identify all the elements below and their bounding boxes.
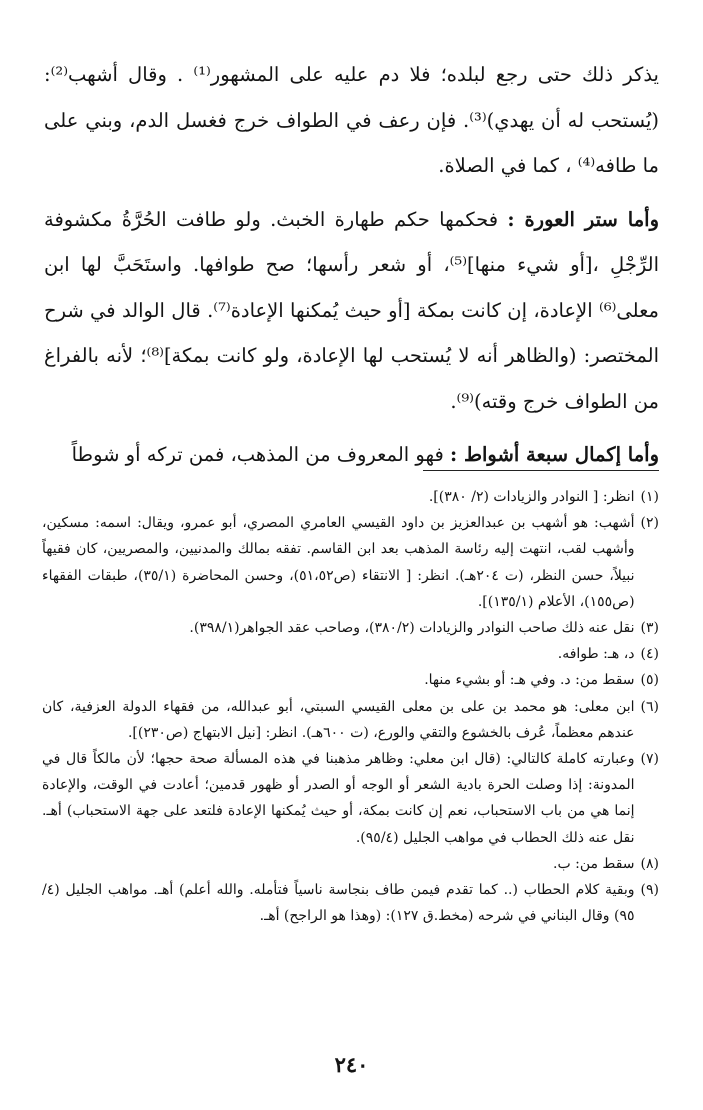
footnote — [42, 484, 659, 510]
footnote-text: وعبارته كاملة كالتالي: (قال ابن معلي: وظاهر مذهبنا في هذه المسألة صحة حجها؛ لأن مالكاً قال في المدونة: إذا وصلت الحرة بادية الشعر أو الوجه أو الصدر أو ظهور قدمين؛ أعادت في الوقت، والإعادة إنما هي من باب الاستحباب، نعم إن كانت بمكة، أو حيث يُمكنها الإعادة فلتعد على جهة الاستحباب) أهـ. نقل عنه ذلك الحطاب في مواهب الجليل (٩٥/٤). — [42, 751, 635, 846]
footnote-text: وبقية كلام الحطاب (.. كما تقدم فيمن طاف بنجاسة ناسياً فتأمله. والله أعلم) أهـ. مواهب الجليل (٤/ ٩٥) وقال البناني في شرحه (مخط.ق ١٢٧): (وهذا هو الراجح) أهـ. — [42, 882, 635, 925]
footnote-text: ابن معلى: هو محمد بن على بن معلى القيسي السبتي، أبو عبدالله، من فقهاء الدولة العزفية، كان عندهم معظماً، عُرف بالخشوع والتقي والورع، (ت ٦٠٠هـ). انظر: [نيل الابتهاج (ص٢٣٠)]. — [42, 698, 635, 741]
paragraph-1: يذكر ذلك حتى رجع لبلده؛ فلا دم عليه على المشهور⁽¹⁾ . وقال أشهب⁽²⁾: (يُستحب له أن يهدي)⁽³⁾. فإن رعف في الطواف خرج فغسل الدم، وبني على ما طافه⁽⁴⁾ ، كما في الصلاة. — [44, 63, 660, 177]
footnote — [42, 877, 659, 929]
footnote-number: (٢) — [640, 515, 659, 532]
main-text — [44, 52, 659, 478]
footnote-number: (١) — [640, 489, 659, 505]
footnote-text: د، هـ: طوافه. — [557, 646, 635, 663]
footnote-text: انظر: [ النوادر والزيادات (٢/ ٣٨٠)]. — [428, 489, 635, 505]
footnote — [42, 667, 659, 693]
footnote-number: (٩) — [640, 882, 659, 899]
footnote-text: أشهب: هو أشهب بن عبدالعزيز بن داود القيسي العامري المصري، أبو عمرو، ويقال: اسمه: مسكين، وأشهب لقب، انتهت إليه رئاسة المذهب بعد ابن القاسم. تفقه بمالك والمدنيين، والمصريين، كان فقيهاً نبيلاً، حسن النظر، (ت ٢٠٤هـ). انظر: [ الانتقاء (ص٥١،٥٢)، وحسن المحاضرة (٣٥/١)، طبقات الفقهاء (ص١٥٥)، الأعلام (١٣٥/١)]. — [42, 515, 635, 610]
footnote — [42, 510, 659, 615]
footnote-text: نقل عنه ذلك صاحب النوادر والزيادات (٣٨٠/٢)، وصاحب عقد الجواهر(٣٩٨/١). — [189, 620, 635, 637]
footnote — [42, 615, 659, 641]
footnote-separator — [423, 470, 659, 471]
footnote-number: (٤) — [640, 646, 659, 663]
paragraph-2 — [44, 197, 659, 425]
page-number: ٢٤٠ — [334, 1052, 369, 1077]
footnote — [42, 694, 659, 746]
paragraph-3-text: فهو المعروف من المذهب، فمن تركه أو شوطاً — [71, 443, 450, 466]
footnote-number: (٣) — [640, 620, 659, 637]
section-heading-awrah: وأما ستر العورة : — [507, 207, 659, 231]
footnote-text: سقط من: د. وفي هـ: أو بشيء منها. — [424, 672, 635, 689]
paragraph-2-text: فحكمها حكم طهارة الخبث. ولو طافت الحُرَّةُ مكشوفة الرِّجْلِ ،[أو شيء منها]⁽⁵⁾، أو شعر رأسها؛ صح طوافها. واستَحَبَّ لها ابن معلى⁽⁶⁾ الإعادة، إن كانت بمكة [أو حيث يُمكنها الإعادة⁽⁷⁾. قال الوالد في شرح المختصر: (والظاهر أنه لا يُستحب لها الإعادة، ولو كانت بمكة]⁽⁸⁾؛ لأنه بالفراغ من الطواف خرج وقته)⁽⁹⁾. — [44, 207, 660, 413]
footnote-text: سقط من: ب. — [553, 855, 635, 872]
footnote-number: (٨) — [640, 855, 659, 872]
footnote — [42, 746, 659, 851]
section-heading-seven-circuits: وأما إكمال سبعة أشواط : — [449, 443, 659, 466]
footnote-number: (٥) — [640, 672, 659, 689]
footnote — [42, 851, 659, 877]
footnote-number: (٧) — [640, 751, 659, 768]
footnote-number: (٦) — [640, 698, 659, 715]
footnote — [42, 641, 659, 667]
footnotes — [42, 484, 659, 929]
